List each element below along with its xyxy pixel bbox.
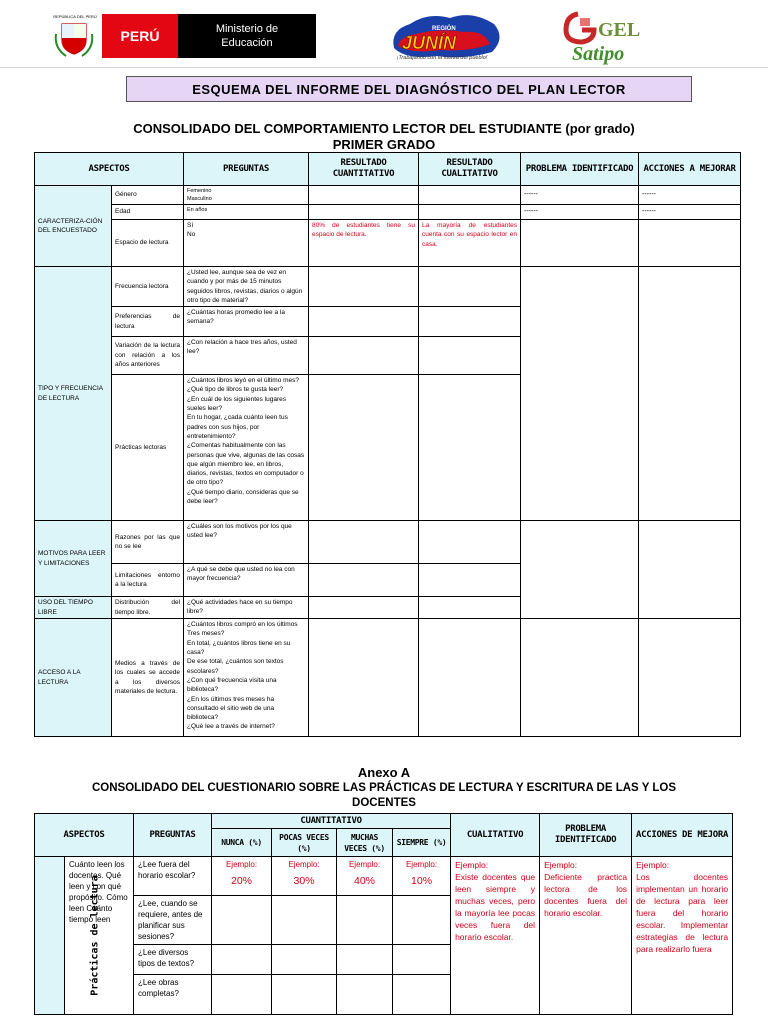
ministry-line2: Educación xyxy=(221,37,273,49)
ejemplo-label: Ejemplo: xyxy=(455,860,489,870)
cell-empty xyxy=(419,564,521,597)
cell-empty xyxy=(309,375,419,521)
question-item: ¿Lee diversos tipos de textos? xyxy=(134,945,212,975)
option-masculino: Masculino xyxy=(187,196,212,202)
sub-edad: Edad xyxy=(112,205,184,220)
group-tipo: TIPO Y FRECUENCIA DE LECTURA xyxy=(35,267,112,521)
header-cuantitativo: CUANTITATIVO xyxy=(212,814,451,829)
cell-empty xyxy=(419,619,521,737)
vertical-aspect-text: Prácticas de lectura xyxy=(89,875,101,996)
cell-empty xyxy=(212,896,272,945)
cell-empty xyxy=(521,220,639,267)
sub-razones: Razones por las que no se lee xyxy=(112,521,184,564)
dash-acciones-edad: ------ xyxy=(639,205,741,220)
table-row xyxy=(35,186,741,205)
cell-empty xyxy=(212,945,272,975)
cell-empty xyxy=(419,205,521,220)
sub-limitaciones: Limitaciones entorno a la lectura xyxy=(112,564,184,597)
option-si: Sí xyxy=(187,222,194,229)
question-medios xyxy=(184,619,309,737)
siempre-cell xyxy=(393,857,451,896)
section1-subtitle: PRIMER GRADO xyxy=(332,137,436,152)
junin-wordmark: JUNÍN xyxy=(402,33,457,53)
cell-empty xyxy=(419,597,521,619)
section1-title-main: CONSOLIDADO DEL COMPORTAMIENTO LECTOR DEL ESTUDIANTE xyxy=(133,121,562,136)
cualitativo-text: Existe docentes que leen siempre y muchas veces, pero la mayoría lee pocas veces fuera del horario escolar. xyxy=(455,872,536,942)
cell-empty xyxy=(639,619,741,737)
siempre-value: 10% xyxy=(411,875,433,887)
question-item: ¿Lee obras completas? xyxy=(134,975,212,1015)
muchas-cell xyxy=(337,857,393,896)
group-acceso: ACCESO A LA LECTURA xyxy=(35,619,112,737)
problema-text: Deficiente practica lectora de los docentes fuera del horario escolar. xyxy=(544,872,628,918)
cell-empty xyxy=(419,186,521,205)
cell-empty xyxy=(212,975,272,1015)
sub-distribucion: Distribución del tiempo libre. xyxy=(112,597,184,619)
sub-aspects: Cuánto leen los docentes. Qué leen y con qué propósito. Cómo leen Cuánto tiempo leen xyxy=(65,857,134,1015)
pocas-cell xyxy=(272,857,337,896)
satipo-wordmark: Satipo xyxy=(572,43,625,65)
cell-empty xyxy=(272,975,337,1015)
cell-empty xyxy=(309,597,419,619)
group-caracterizacion: CARACTERIZA-CIÓN DEL ENCUESTADO xyxy=(35,186,112,267)
cell-empty xyxy=(309,337,419,375)
question-item: ¿Cuántos libros leyó en el último mes? xyxy=(187,377,300,385)
table-row xyxy=(35,521,741,564)
question-item: ¿Comentas habitualmente con las personas que vive, algunas de las cosas que algún miembro lee, en libros, diarios, revistas, textos en computador o de otro tipo? xyxy=(187,442,305,487)
ejemplo-label: Ejemplo: xyxy=(225,860,258,869)
header-acciones: ACCIONES A MEJORAR xyxy=(639,153,741,186)
acciones-cell xyxy=(632,857,733,1015)
cell-empty xyxy=(337,896,393,945)
teacher-reading-table xyxy=(34,813,733,1015)
question-espacio xyxy=(184,220,309,267)
question-item: ¿En cuál de los siguientes lugares sueles leer? xyxy=(187,395,287,413)
problema-cell xyxy=(540,857,632,1015)
peru-coat-of-arms-icon xyxy=(54,14,94,58)
junin-region-small: REGIÓN xyxy=(432,26,456,32)
cell-empty xyxy=(419,267,521,307)
sub-preferencias: Preferencias de lectura xyxy=(112,307,184,337)
question-distribucion: ¿Qué actividades hace en su tiempo libre? xyxy=(184,597,309,619)
cell-empty xyxy=(272,945,337,975)
header-acciones: ACCIONES DE MEJORA xyxy=(632,814,733,857)
question-preferencias: ¿Cuántas horas promedio lee a la semana? xyxy=(184,307,309,337)
page-header xyxy=(0,0,768,68)
cell-empty xyxy=(272,896,337,945)
group-motivos: MOTIVOS PARA LEER Y LIMITACIONES xyxy=(35,521,112,597)
section1-title xyxy=(0,121,768,136)
cell-empty xyxy=(309,267,419,307)
dash-acciones-genero: ------ xyxy=(639,186,741,205)
header-cualitativo: RESULTADO CUALITATIVO xyxy=(419,153,521,186)
cell-empty xyxy=(393,896,451,945)
question-item: ¿Con qué frecuencia visita una biblioteca? xyxy=(187,676,277,694)
question-practicas xyxy=(184,375,309,521)
option-no: No xyxy=(187,231,196,239)
cell-empty xyxy=(419,337,521,375)
dash-problema-edad: ------ xyxy=(521,205,639,220)
question-item: ¿Lee fuera del horario escolar? xyxy=(134,857,212,896)
ministry-label xyxy=(178,14,316,58)
section1-title-suffix: (por grado) xyxy=(561,121,635,136)
section2-title-line1: CONSOLIDADO DEL CUESTIONARIO SOBRE LAS PRÁCTICAS DE LECTURA Y ESCRITURA DE LAS Y LOS xyxy=(91,782,676,794)
section2-title-line2: DOCENTES xyxy=(352,797,416,809)
header-preguntas: PREGUNTAS xyxy=(134,814,212,857)
cualitativo-cell xyxy=(451,857,540,1015)
nunca-cell xyxy=(212,857,272,896)
dash-problema-genero: ------ xyxy=(521,186,639,205)
cell-empty xyxy=(419,375,521,521)
header-muchas: MUCHAS VECES (%) xyxy=(337,829,393,857)
ejemplo-label: Ejemplo: xyxy=(288,860,320,869)
cell-empty xyxy=(419,521,521,564)
question-item: ¿Qué tipo de libros te gusta leer? xyxy=(187,386,284,394)
muchas-value: 40% xyxy=(354,875,376,887)
ejemplo-label: Ejemplo: xyxy=(348,860,381,869)
header-aspectos: ASPECTOS xyxy=(35,153,184,186)
header-pocas: POCAS VECES (%) xyxy=(272,829,337,857)
ejemplo-label: Ejemplo: xyxy=(544,860,578,870)
table-row xyxy=(35,619,741,737)
ugel-satipo-logo xyxy=(560,8,690,66)
question-limitaciones: ¿A qué se debe que usted no lea con mayor frecuencia? xyxy=(184,564,309,597)
question-item: En tu hogar, ¿cada cuánto leen tus padres con sus hijos, por entretenimiento? xyxy=(187,414,288,440)
table-header-row xyxy=(35,153,741,186)
cell-empty xyxy=(309,205,419,220)
question-razones: ¿Cuáles son los motivos por los que usted lee? xyxy=(184,521,309,564)
acciones-text: Los docentes implementan un horario de lectura para leer fuera del horario escolar. Implementar estrategias de lectura para realizarlo fuera xyxy=(636,872,729,954)
cell-empty xyxy=(419,307,521,337)
cell-empty xyxy=(639,267,741,521)
header-cuantitativo: RESULTADO CUANTITATIVO xyxy=(309,153,419,186)
group-uso: USO DEL TIEMPO LIBRE xyxy=(35,597,112,619)
cell-empty xyxy=(337,945,393,975)
junin-slogan: ¡Trabajando con la fuerza del pueblo! xyxy=(396,55,488,61)
cell-empty xyxy=(309,307,419,337)
question-edad: En años xyxy=(184,205,309,220)
ejemplo-label: Ejemplo: xyxy=(636,860,670,870)
cell-empty xyxy=(309,564,419,597)
cell-empty xyxy=(521,521,639,619)
table-row xyxy=(35,857,733,896)
sub-practicas: Prácticas lectoras xyxy=(112,375,184,521)
table-row xyxy=(35,267,741,307)
header-cualitativo: CUALITATIVO xyxy=(451,814,540,857)
cuantitativo-espacio: 80% de estudiantes tiene su espacio de lectura. xyxy=(309,220,419,267)
sub-variacion: Variación de la lectura con relación a los años anteriores xyxy=(112,337,184,375)
header-preguntas: PREGUNTAS xyxy=(184,153,309,186)
cell-empty xyxy=(521,267,639,521)
cell-empty xyxy=(521,619,639,737)
student-reading-table xyxy=(34,152,741,737)
question-item: ¿Qué lee a través de internet? xyxy=(187,723,275,731)
report-banner: ESQUEMA DEL INFORME DEL DIAGNÓSTICO DEL PLAN LECTOR xyxy=(126,76,692,102)
table-row xyxy=(35,205,741,220)
question-item: En total, ¿cuántos libros tiene en su casa? xyxy=(187,639,291,657)
question-item: De ese total, ¿cuántos son textos escolares? xyxy=(187,658,284,675)
sub-espacio: Espacio de lectura xyxy=(112,220,184,267)
sub-genero: Género xyxy=(112,186,184,205)
header-problema: PROBLEMA IDENTIFICADO xyxy=(540,814,632,857)
question-genero xyxy=(184,186,309,205)
ministry-line1: Ministerio de xyxy=(215,23,279,35)
question-frecuencia: ¿Usted lee, aunque sea de vez en cuando y por más de 15 minutos seguidos libros, revistas, diarios o algún otro tipo de material? xyxy=(184,267,309,307)
ejemplo-label: Ejemplo: xyxy=(405,860,438,869)
cell-empty xyxy=(393,945,451,975)
cell-empty xyxy=(337,975,393,1015)
cell-empty xyxy=(309,521,419,564)
table-header-row xyxy=(35,814,733,829)
question-item: ¿Cuántos libros compró en los últimos Tres meses? xyxy=(187,621,298,638)
header-siempre: SIEMPRE (%) xyxy=(393,829,451,857)
ugel-wordmark: GEL xyxy=(598,19,641,41)
cualitativo-espacio: La mayoría de estudiantes cuenta con su espacio lector en casa. xyxy=(419,220,521,267)
peru-label: PERÚ xyxy=(102,14,178,58)
cell-empty xyxy=(393,975,451,1015)
question-item: ¿En los últimos tres meses ha consultado el sitio web de una biblioteca? xyxy=(187,695,275,722)
option-femenino: Femenino xyxy=(187,188,212,194)
anexo-title: Anexo A xyxy=(357,765,411,780)
pocas-value: 30% xyxy=(293,875,315,887)
cell-empty xyxy=(639,220,741,267)
header-nunca: NUNCA (%) xyxy=(212,829,272,857)
nunca-value: 20% xyxy=(231,875,253,887)
cell-empty xyxy=(309,619,419,737)
header-aspectos: ASPECTOS xyxy=(35,814,134,857)
sub-frecuencia: Frecuencia lectora xyxy=(112,267,184,307)
shield-caption: REPÚBLICA DEL PERÚ xyxy=(53,14,97,19)
header-problema: PROBLEMA IDENTIFICADO xyxy=(521,153,639,186)
question-item: ¿Lee, cuando se requiere, antes de planificar sus sesiones? xyxy=(134,896,212,945)
table-row xyxy=(35,220,741,267)
question-item: ¿Qué tiempo diario, consideras que se debe leer? xyxy=(187,488,299,506)
cell-empty xyxy=(639,521,741,619)
cell-empty xyxy=(309,186,419,205)
sub-medios: Medios a través de los cuales se accede a los diversos materiales de lectura. xyxy=(112,619,184,737)
question-variacion: ¿Con relación a hace tres años, usted lee? xyxy=(184,337,309,375)
